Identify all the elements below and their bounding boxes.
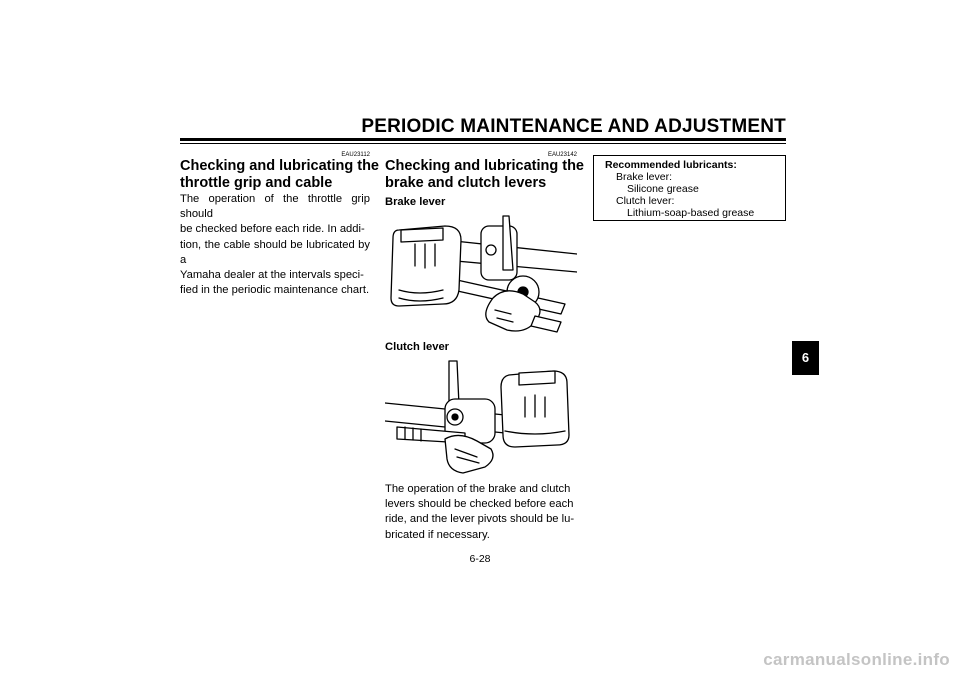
body-line: ride, and the lever pivots should be lu-	[385, 513, 575, 526]
brake-lever-illustration	[385, 210, 577, 338]
header-rule-thin	[180, 143, 786, 144]
watermark: carmanualsonline.info	[763, 650, 950, 669]
brake-lever-label: Brake lever:	[616, 171, 673, 183]
body-line: be checked before each ride. In addi-	[180, 223, 365, 236]
clutch-lever-illustration	[385, 353, 577, 477]
body-line: tion, the cable should be lubricated by a	[180, 238, 370, 266]
section-code: EAU23112	[341, 152, 370, 158]
body-line: levers should be checked before each	[385, 498, 574, 511]
brake-lubricant-value: Silicone grease	[627, 183, 699, 195]
page-number: 6-28	[469, 553, 491, 565]
heading-line: throttle grip and cable	[180, 175, 333, 191]
clutch-lever-label: Clutch lever:	[616, 195, 675, 207]
body-line: Yamaha dealer at the intervals speci-	[180, 269, 364, 282]
body-line: The operation of the brake and clutch	[385, 483, 571, 495]
chapter-tab: 6	[792, 341, 819, 375]
section-code: EAU23142	[547, 152, 577, 158]
heading-line: Checking and lubricating the	[385, 158, 584, 174]
heading-line: brake and clutch levers	[385, 175, 547, 191]
throttle-body-text	[180, 192, 370, 298]
section-heading-throttle	[180, 158, 380, 192]
page-header-title: PERIODIC MAINTENANCE AND ADJUSTMENT	[361, 116, 786, 137]
header-rule-thick	[180, 138, 786, 141]
lubricants-title: Recommended lubricants:	[605, 159, 737, 171]
heading-line: Checking and lubricating the	[180, 158, 379, 174]
clutch-lubricant-value: Lithium-soap-based grease	[627, 207, 755, 219]
section-heading-levers	[385, 158, 585, 192]
body-line: fied in the periodic maintenance chart.	[180, 284, 370, 297]
clutch-lever-subheading: Clutch lever	[385, 341, 450, 353]
body-line: bricated if necessary.	[385, 528, 490, 541]
levers-body-text	[385, 482, 577, 543]
recommended-lubricants-box	[593, 155, 786, 221]
brake-lever-subheading: Brake lever	[385, 196, 446, 208]
body-line: The operation of the throttle grip should	[180, 193, 370, 221]
